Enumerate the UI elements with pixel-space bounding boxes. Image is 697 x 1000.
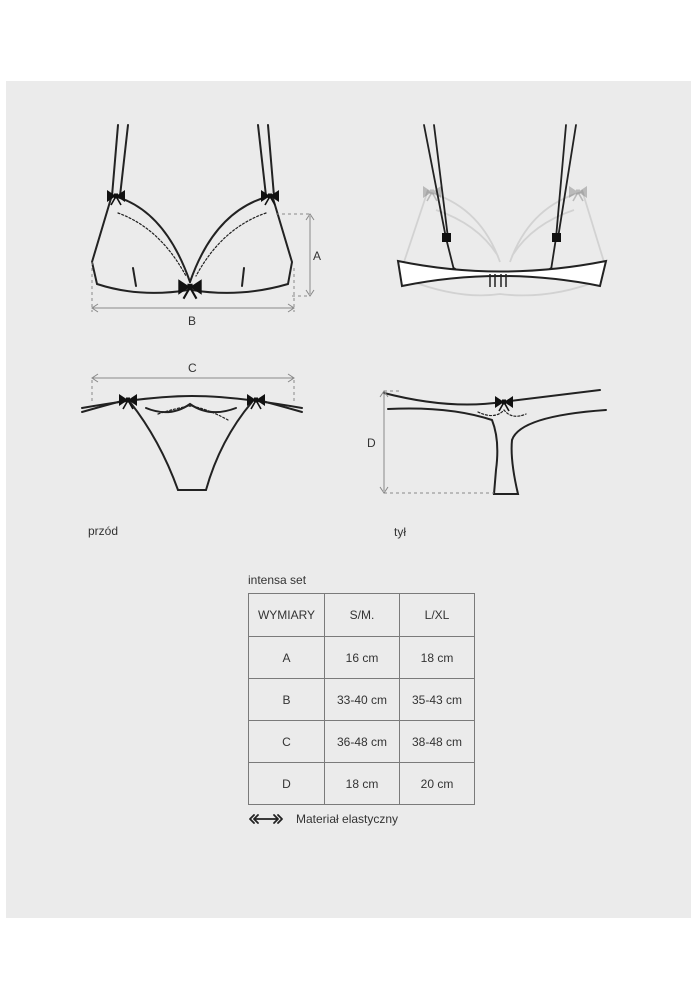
dimension-b-label: B [188, 314, 197, 328]
table-title: intensa set [248, 573, 307, 587]
table-cell: C [249, 721, 325, 763]
table-row [249, 679, 475, 721]
bra-back-drawing [398, 125, 606, 295]
dimension-d-line [380, 391, 494, 493]
bra-front-drawing [92, 125, 292, 293]
table-cell: B [249, 679, 325, 721]
table-row [249, 763, 475, 805]
dimension-a-label: A [313, 249, 322, 263]
header-cell: WYMIARY [249, 594, 325, 637]
bow-icon [261, 190, 279, 205]
table-cell: A [249, 637, 325, 679]
panty-front-drawing [82, 396, 302, 490]
table-cell: 16 cm [325, 637, 400, 679]
table-row [249, 721, 475, 763]
table-cell: 33-40 cm [325, 679, 400, 721]
bow-icon [495, 396, 513, 411]
table-cell: 35-43 cm [400, 679, 475, 721]
back-view-label: tył [394, 525, 406, 539]
dimension-c-label: C [188, 361, 197, 375]
header-cell: S/M. [325, 594, 400, 637]
table-cell: 18 cm [325, 763, 400, 805]
front-view-label: przód [88, 524, 119, 538]
table-cell: 18 cm [400, 637, 475, 679]
size-table [248, 593, 475, 805]
table-cell: 36-48 cm [325, 721, 400, 763]
table-cell: 38-48 cm [400, 721, 475, 763]
table-row [249, 637, 475, 679]
header-cell: L/XL [400, 594, 475, 637]
table-cell: D [249, 763, 325, 805]
legend [248, 812, 398, 826]
elastic-arrows-icon [248, 813, 284, 825]
legend-text: Materiał elastyczny [296, 812, 399, 826]
table-cell: 20 cm [400, 763, 475, 805]
dimension-d-label: D [367, 436, 376, 450]
table-header-row [249, 594, 475, 637]
bow-icon [247, 394, 265, 409]
